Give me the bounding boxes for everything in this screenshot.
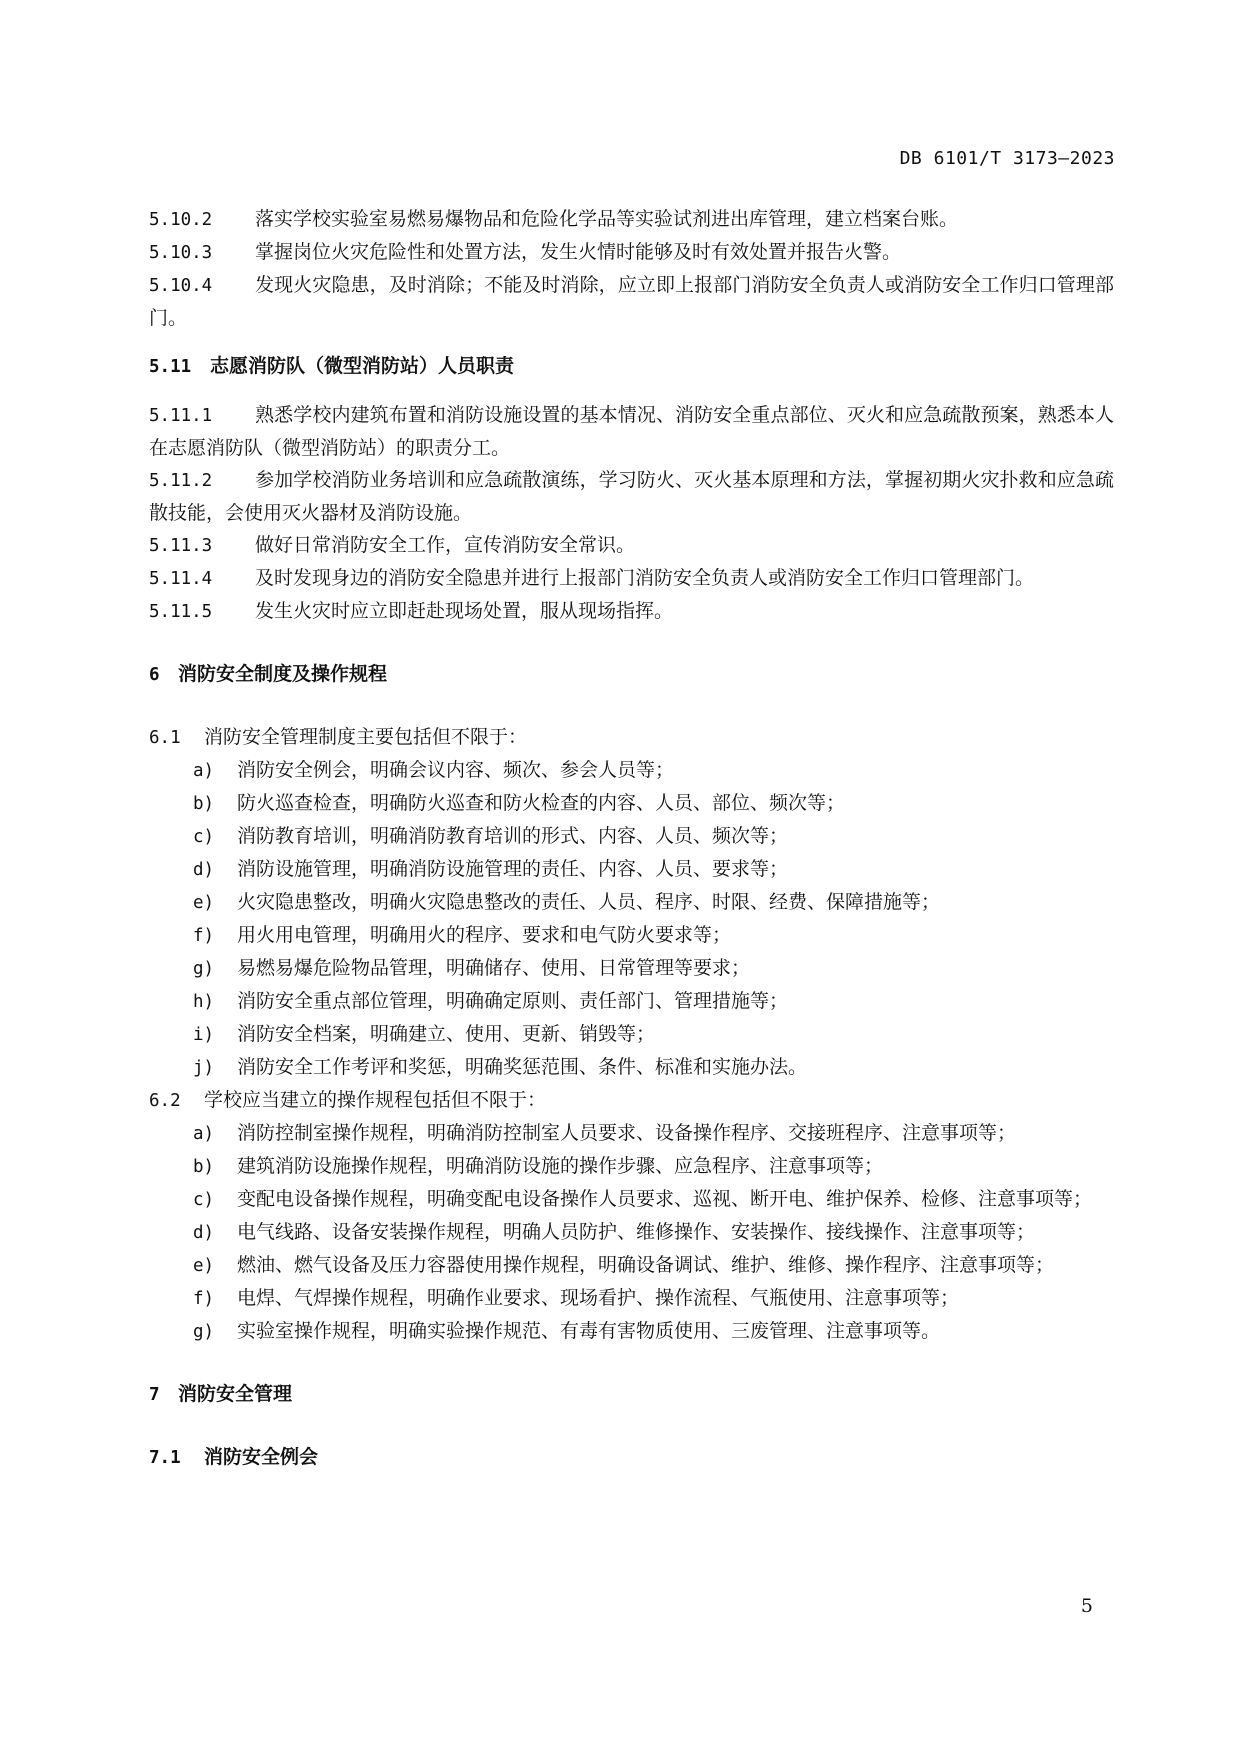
heading-7-1: 7.1 消防安全例会	[149, 1446, 319, 1468]
list-item: c) 消防教育培训，明确消防教育培训的形式、内容、人员、频次等；	[193, 825, 789, 847]
heading-6: 6 消防安全制度及操作规程	[149, 663, 388, 685]
page-body	[149, 203, 1114, 1474]
list-item: d) 电气线路、设备安装操作规程，明确人员防护、维修操作、安装操作、接线操作、注意事项等；	[193, 1221, 1036, 1243]
page-number: 5	[1080, 1595, 1093, 1617]
list-item: g) 易燃易爆危险物品管理，明确储存、使用、日常管理等要求；	[193, 957, 751, 979]
list-item: f) 用火用电管理，明确用火的程序、要求和电气防火要求等；	[193, 924, 732, 946]
clause-5-11-4: 5.11.4 及时发现身边的消防安全隐患并进行上报部门消防安全负责人或消防安全工作归口管理部门。	[149, 567, 1035, 589]
clause-5-10-4: 5.10.4 发现火灾隐患，及时消除；不能及时消除，应立即上报部门消防安全负责人或消防安全工作归口管理部门。	[149, 274, 1114, 329]
list-item: h) 消防安全重点部位管理，明确确定原则、责任部门、管理措施等；	[193, 990, 789, 1012]
clause-5-11-2: 5.11.2 参加学校消防业务培训和应急疏散演练，学习防火、灭火基本原理和方法，掌握初期火灾扑救和应急疏散技能，会使用灭火器材及消防设施。	[149, 469, 1114, 524]
list-item: f) 电焊、气焊操作规程，明确作业要求、现场看护、操作流程、气瓶使用、注意事项等；	[193, 1287, 960, 1309]
heading-7: 7 消防安全管理	[149, 1383, 293, 1405]
list-item: d) 消防设施管理，明确消防设施管理的责任、内容、人员、要求等；	[193, 858, 789, 880]
clause-6-2: 6.2 学校应当建立的操作规程包括但不限于：	[149, 1089, 547, 1111]
clause-5-10-2: 5.10.2 落实学校实验室易燃易爆物品和危险化学品等实验试剂进出库管理，建立档案台账。	[149, 208, 959, 230]
heading-5-11: 5.11 志愿消防队（微型消防站）人员职责	[149, 355, 515, 377]
list-item: b) 防火巡查检查，明确防火巡查和防火检查的内容、人员、部位、频次等；	[193, 792, 846, 814]
list-item: i) 消防安全档案，明确建立、使用、更新、销毁等；	[193, 1023, 656, 1045]
clause-5-10-3: 5.10.3 掌握岗位火灾危险性和处置方法，发生火情时能够及时有效处置并报告火警。	[149, 241, 902, 263]
clause-5-11-1: 5.11.1 熟悉学校内建筑布置和消防设施设置的基本情况、消防安全重点部位、灭火和应急疏散预案，熟悉本人在志愿消防队（微型消防站）的职责分工。	[149, 404, 1114, 459]
clause-5-11-3: 5.11.3 做好日常消防安全工作，宣传消防安全常识。	[149, 534, 636, 556]
list-item: c) 变配电设备操作规程，明确变配电设备操作人员要求、巡视、断开电、维护保养、检修、注意事项等；	[193, 1188, 1093, 1210]
list-item: e) 燃油、燃气设备及压力容器使用操作规程，明确设备调试、维护、维修、操作程序、注意事项等；	[193, 1254, 1055, 1276]
list-item: j) 消防安全工作考评和奖惩，明确奖惩范围、条件、标准和实施办法。	[193, 1056, 808, 1078]
list-item: b) 建筑消防设施操作规程，明确消防设施的操作步骤、应急程序、注意事项等；	[193, 1155, 884, 1177]
list-item: g) 实验室操作规程，明确实验操作规范、有毒有害物质使用、三废管理、注意事项等。	[193, 1320, 941, 1342]
list-item: a) 消防安全例会，明确会议内容、频次、参会人员等；	[193, 759, 675, 781]
clause-6-1: 6.1 消防安全管理制度主要包括但不限于：	[149, 726, 528, 748]
list-item: e) 火灾隐患整改，明确火灾隐患整改的责任、人员、程序、时限、经费、保障措施等；	[193, 891, 941, 913]
clause-5-11-5: 5.11.5 发生火灾时应立即赶赴现场处置，服从现场指挥。	[149, 600, 674, 622]
document-code: DB 6101/T 3173—2023	[899, 148, 1115, 169]
list-item: a) 消防控制室操作规程，明确消防控制室人员要求、设备操作程序、交接班程序、注意事项等；	[193, 1122, 1017, 1144]
